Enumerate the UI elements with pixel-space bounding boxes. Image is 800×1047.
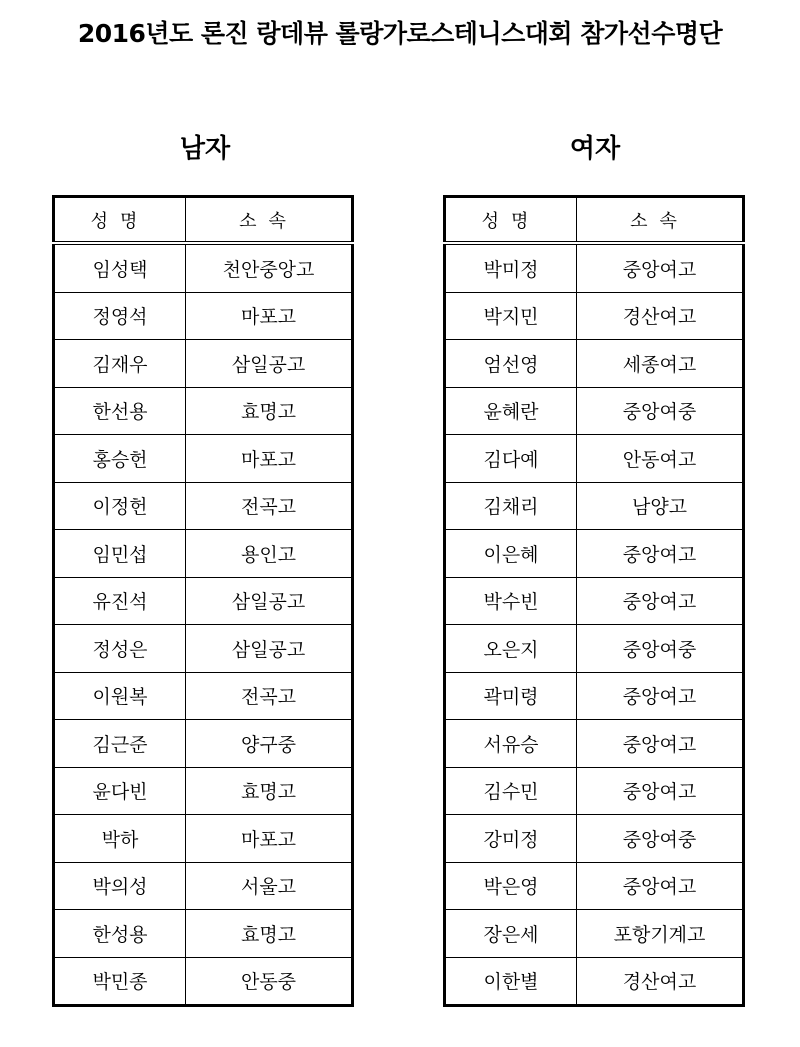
table-row (54, 482, 353, 530)
women-roster-body (445, 243, 744, 1006)
table-row (54, 435, 353, 483)
affiliation-cell: 중앙여중 (577, 815, 744, 863)
affiliation-cell: 마포고 (186, 815, 353, 863)
table-row (54, 243, 353, 292)
player-name-cell: 홍승헌 (54, 435, 186, 483)
affiliation-cell: 중앙여고 (577, 577, 744, 625)
player-name-cell: 이은혜 (445, 530, 577, 578)
player-name-cell: 박민종 (54, 957, 186, 1006)
affiliation-cell: 안동중 (186, 957, 353, 1006)
player-name-cell: 윤혜란 (445, 387, 577, 435)
table-header-row (54, 197, 353, 244)
player-name-cell: 윤다빈 (54, 767, 186, 815)
affiliation-cell: 서울고 (186, 862, 353, 910)
men-section-heading: 남자 (179, 134, 231, 164)
affiliation-cell: 포항기계고 (577, 910, 744, 958)
affiliation-cell: 삼일공고 (186, 625, 353, 673)
affiliation-cell: 중앙여고 (577, 243, 744, 292)
affiliation-cell: 남양고 (577, 482, 744, 530)
affiliation-cell: 마포고 (186, 292, 353, 340)
table-row (445, 625, 744, 673)
player-name-cell: 박미정 (445, 243, 577, 292)
table-row (445, 292, 744, 340)
table-row (445, 910, 744, 958)
table-row (54, 862, 353, 910)
affiliation-cell: 효명고 (186, 910, 353, 958)
player-name-cell: 박의성 (54, 862, 186, 910)
player-name-cell: 한선용 (54, 387, 186, 435)
player-name-cell: 김재우 (54, 340, 186, 388)
player-name-cell: 임성택 (54, 243, 186, 292)
player-name-cell: 유진석 (54, 577, 186, 625)
player-name-cell: 김다예 (445, 435, 577, 483)
player-name-cell: 임민섭 (54, 530, 186, 578)
player-name-cell: 오은지 (445, 625, 577, 673)
affiliation-cell: 삼일공고 (186, 577, 353, 625)
player-name-cell: 김채리 (445, 482, 577, 530)
table-row (445, 815, 744, 863)
table-row (54, 815, 353, 863)
affiliation-cell: 세종여고 (577, 340, 744, 388)
player-name-cell: 장은세 (445, 910, 577, 958)
table-row (54, 292, 353, 340)
table-row (54, 720, 353, 768)
table-row (445, 957, 744, 1006)
player-name-cell: 김수민 (445, 767, 577, 815)
affiliation-cell: 마포고 (186, 435, 353, 483)
men-roster-table (52, 195, 354, 1007)
table-row (445, 720, 744, 768)
player-name-cell: 박수빈 (445, 577, 577, 625)
table-row (54, 957, 353, 1006)
player-name-cell: 박지민 (445, 292, 577, 340)
affiliation-cell: 전곡고 (186, 672, 353, 720)
table-row (445, 577, 744, 625)
table-row (445, 243, 744, 292)
table-header-row (445, 197, 744, 244)
page-title: 2016년도 론진 랑데뷰 롤랑가로스테니스대회 참가선수명단 (77, 19, 723, 48)
table-row (445, 767, 744, 815)
affiliation-cell: 중앙여고 (577, 530, 744, 578)
men-roster-body (54, 243, 353, 1006)
column-header-affiliation: 소속 (186, 197, 353, 244)
player-name-cell: 이원복 (54, 672, 186, 720)
affiliation-cell: 삼일공고 (186, 340, 353, 388)
affiliation-cell: 효명고 (186, 767, 353, 815)
table-row (445, 387, 744, 435)
player-name-cell: 박은영 (445, 862, 577, 910)
affiliation-cell: 중앙여고 (577, 767, 744, 815)
affiliation-cell: 전곡고 (186, 482, 353, 530)
table-row (445, 340, 744, 388)
affiliation-cell: 경산여고 (577, 957, 744, 1006)
affiliation-cell: 중앙여고 (577, 862, 744, 910)
player-name-cell: 서유승 (445, 720, 577, 768)
table-row (54, 577, 353, 625)
player-name-cell: 엄선영 (445, 340, 577, 388)
affiliation-cell: 중앙여고 (577, 720, 744, 768)
column-header-affiliation: 소속 (577, 197, 744, 244)
table-row (54, 530, 353, 578)
table-row (54, 672, 353, 720)
affiliation-cell: 효명고 (186, 387, 353, 435)
player-name-cell: 강미정 (445, 815, 577, 863)
column-header-name: 성명 (445, 197, 577, 244)
player-name-cell: 이정헌 (54, 482, 186, 530)
women-section-heading: 여자 (569, 134, 621, 164)
table-row (445, 435, 744, 483)
player-name-cell: 박하 (54, 815, 186, 863)
table-row (445, 672, 744, 720)
player-name-cell: 정성은 (54, 625, 186, 673)
table-row (54, 625, 353, 673)
player-name-cell: 정영석 (54, 292, 186, 340)
affiliation-cell: 양구중 (186, 720, 353, 768)
column-header-name: 성명 (54, 197, 186, 244)
table-row (54, 387, 353, 435)
affiliation-cell: 중앙여중 (577, 625, 744, 673)
affiliation-cell: 중앙여고 (577, 672, 744, 720)
table-row (54, 767, 353, 815)
affiliation-cell: 천안중앙고 (186, 243, 353, 292)
affiliation-cell: 안동여고 (577, 435, 744, 483)
player-name-cell: 한성용 (54, 910, 186, 958)
table-row (54, 910, 353, 958)
women-roster-table (443, 195, 745, 1007)
affiliation-cell: 경산여고 (577, 292, 744, 340)
table-row (445, 530, 744, 578)
affiliation-cell: 중앙여중 (577, 387, 744, 435)
table-row (54, 340, 353, 388)
player-name-cell: 이한별 (445, 957, 577, 1006)
table-row (445, 862, 744, 910)
table-row (445, 482, 744, 530)
affiliation-cell: 용인고 (186, 530, 353, 578)
player-name-cell: 곽미령 (445, 672, 577, 720)
player-name-cell: 김근준 (54, 720, 186, 768)
